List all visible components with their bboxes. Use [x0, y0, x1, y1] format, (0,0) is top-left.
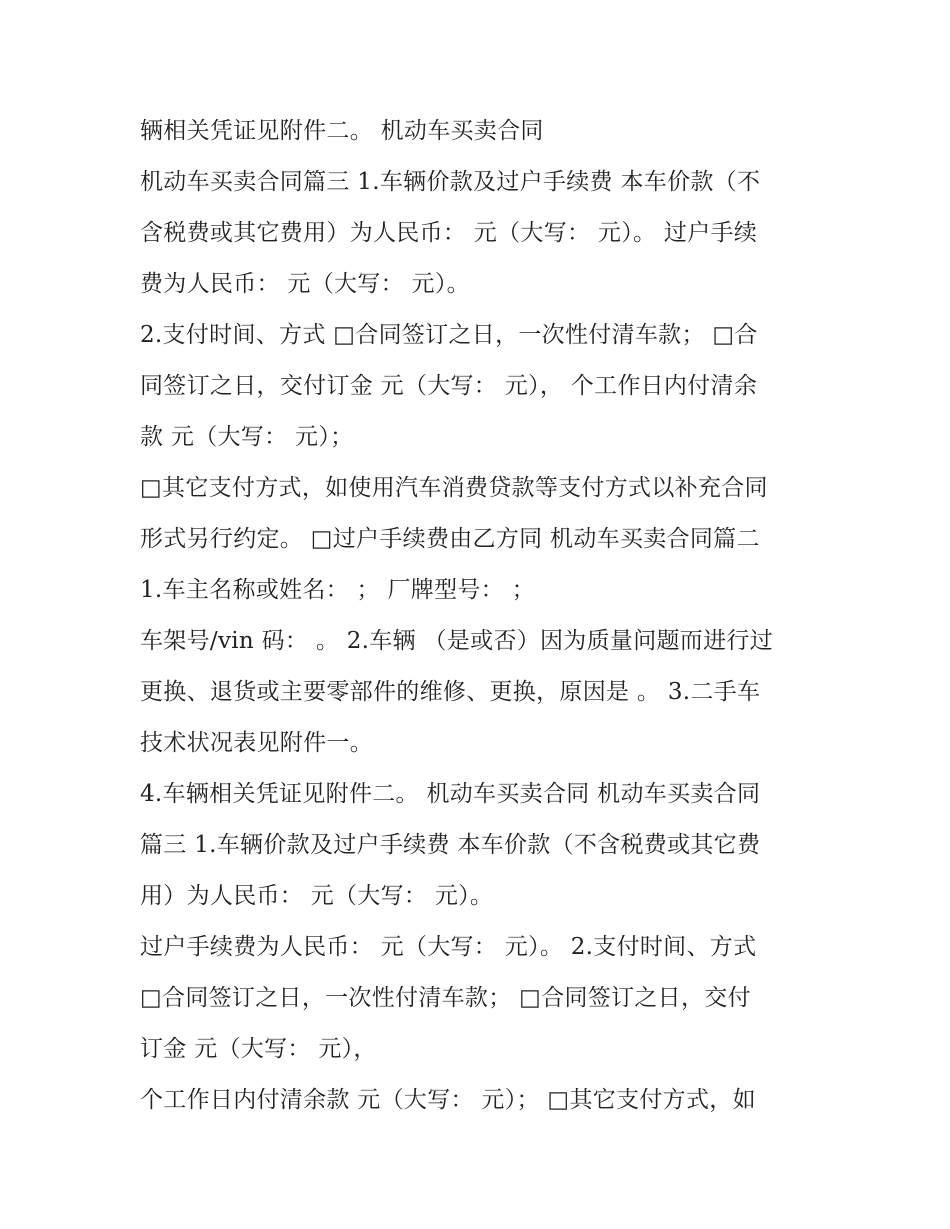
text-line: 含税费或其它费用）为人民币： 元（大写： 元）。 过户手续 — [140, 220, 758, 246]
text-line: 订金 元（大写： 元）， — [140, 1036, 377, 1062]
text-line: 费为人民币： 元（大写： 元）。 — [140, 271, 470, 297]
text-line: 用）为人民币： 元（大写： 元）。 — [140, 883, 494, 909]
text-line: 篇三 1.车辆价款及过户手续费 本车价款（不含税费或其它费 — [140, 832, 761, 858]
text-line: 个工作日内付清余款 元（大写： 元）； □其它支付方式，如 — [140, 1087, 756, 1113]
text-line: 车架号/vin 码： 。 2.车辆 （是或否）因为质量问题而进行过 — [140, 628, 773, 654]
text-line: 1.车主名称或姓名： ； 厂牌型号： ； — [140, 577, 535, 603]
text-line: 4.车辆相关凭证见附件二。 机动车买卖合同 机动车买卖合同 — [140, 781, 761, 807]
text-line: 机动车买卖合同篇三 1.车辆价款及过户手续费 本车价款（不 — [140, 169, 761, 195]
text-line: 辆相关凭证见附件二。 机动车买卖合同 — [140, 118, 544, 144]
text-line: 形式另行约定。 □过户手续费由乙方同 机动车买卖合同篇二 — [140, 526, 760, 552]
text-line: 过户手续费为人民币： 元（大写： 元）。 2.支付时间、方式 — [140, 934, 757, 960]
text-line: 2.支付时间、方式 □合同签订之日，一次性付清车款； □合 — [140, 322, 758, 348]
text-line: □其它支付方式，如使用汽车消费贷款等支付方式以补充合同 — [140, 475, 768, 501]
text-line: 款 元（大写： 元）； — [140, 424, 354, 450]
text-line: □合同签订之日，一次性付清车款； □合同签订之日，交付 — [140, 985, 751, 1011]
text-line: 同签订之日，交付订金 元（大写： 元）， 个工作日内付清余 — [140, 373, 758, 399]
document-body — [140, 108, 820, 1128]
text-line: 技术状况表见附件一。 — [140, 730, 373, 756]
text-line: 更换、退货或主要零部件的维修、更换，原因是 。 3.二手车 — [140, 679, 761, 705]
